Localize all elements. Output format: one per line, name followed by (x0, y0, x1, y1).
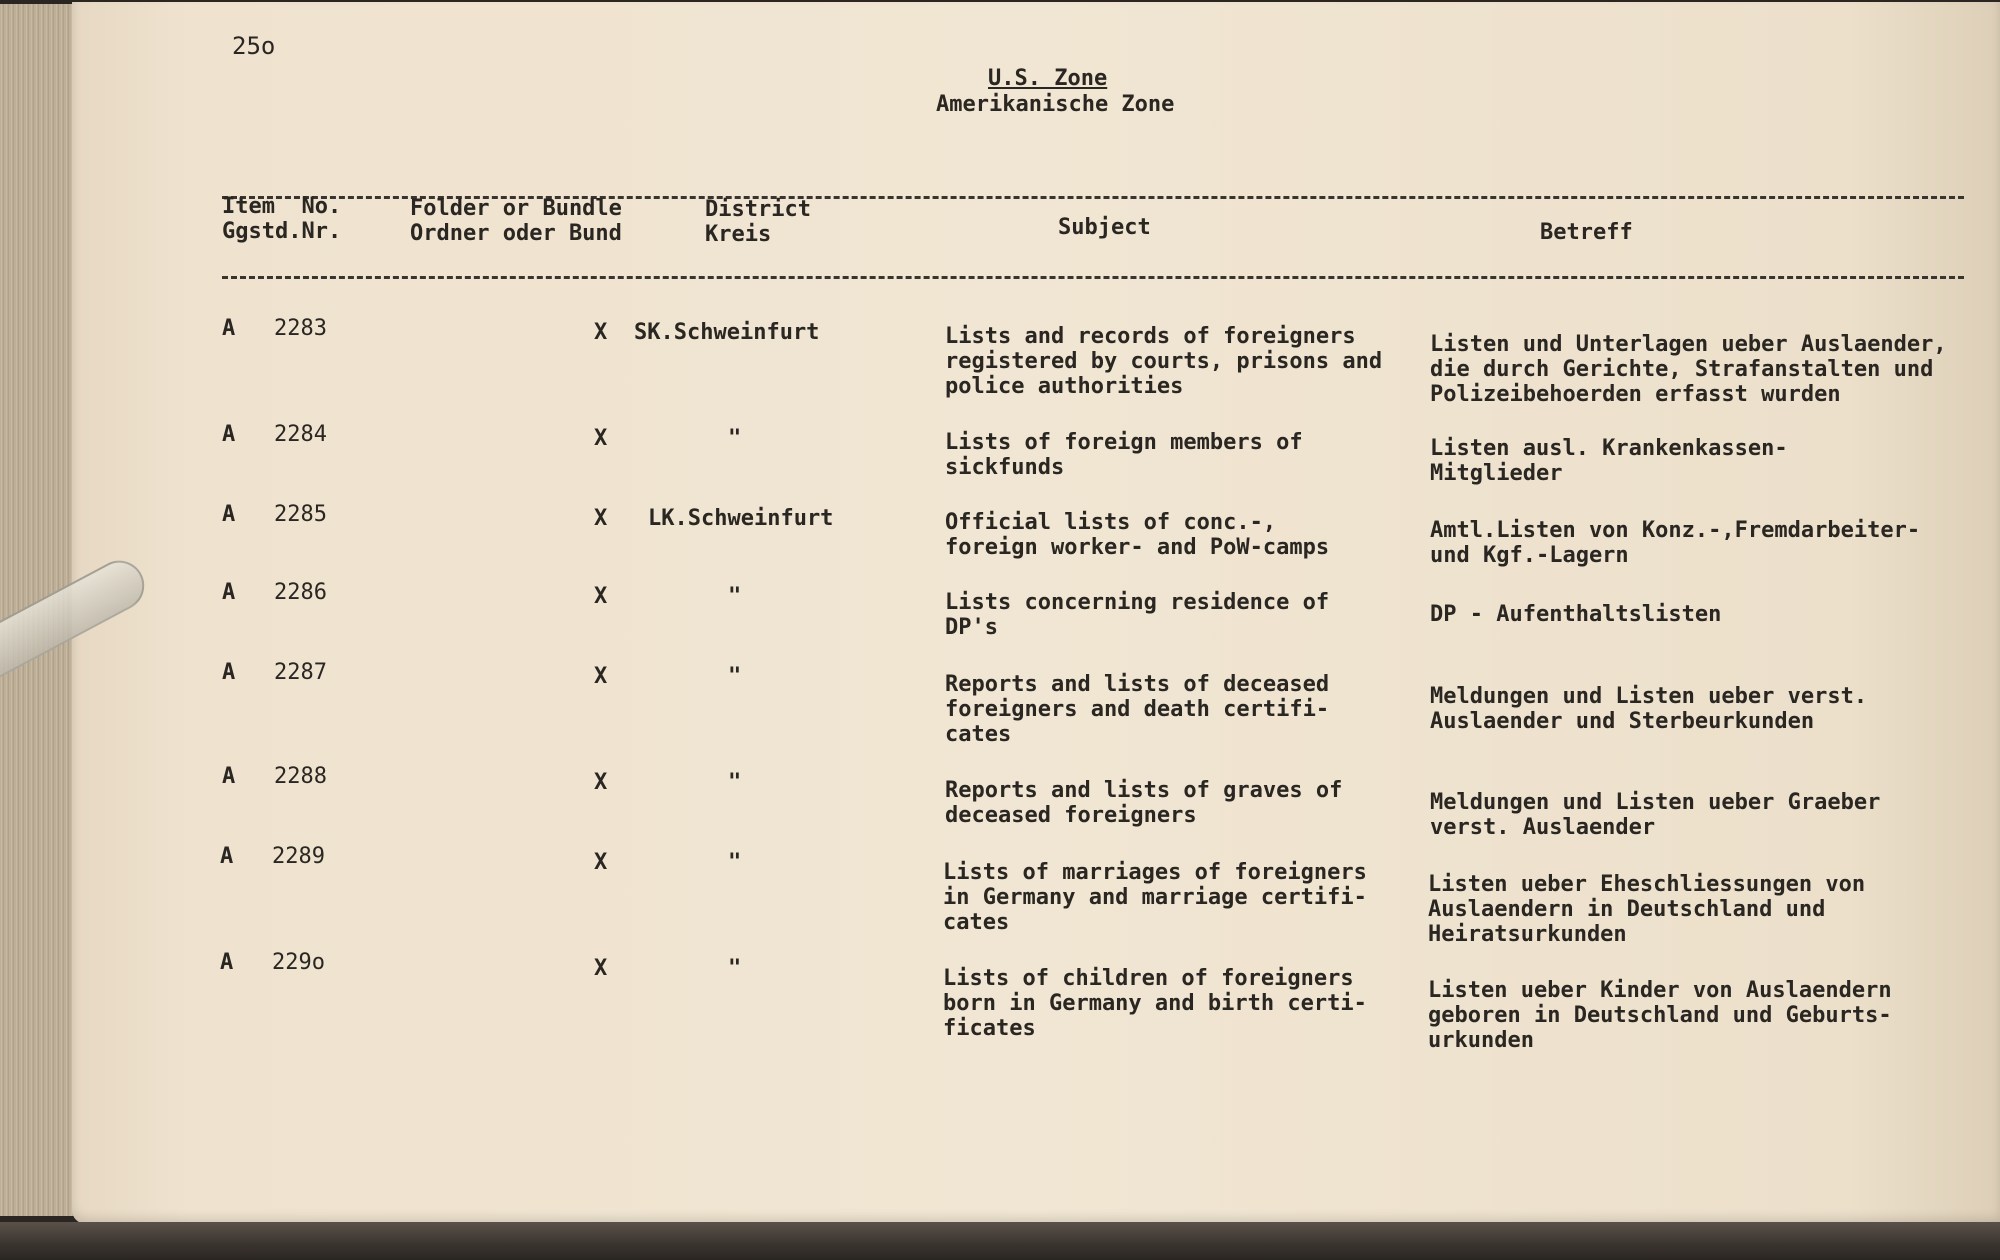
subject: Lists of marriages of foreigners in Germany and marriage certifi- cates (943, 860, 1367, 935)
item-letter: A (220, 844, 234, 869)
page-number: 25o (232, 32, 276, 60)
folder-mark: X (594, 584, 608, 609)
subject: Lists concerning residence of DP's (945, 590, 1330, 640)
betreff: Meldungen und Listen ueber Graeber verst. Auslaender (1430, 790, 1881, 840)
item-number: 2285 (274, 502, 327, 527)
folder-mark: X (594, 506, 608, 531)
betreff: Listen ausl. Krankenkassen- Mitglieder (1430, 436, 1788, 486)
betreff: Listen ueber Kinder von Auslaendern geboren in Deutschland und Geburts- urkunden (1428, 978, 1892, 1053)
zone-title-de: Amerikanische Zone (936, 92, 1175, 117)
header-folder: Folder or Bundle Ordner oder Bund (410, 196, 622, 246)
item-letter: A (220, 950, 234, 975)
district: " (728, 770, 742, 795)
item-letter: A (222, 502, 236, 527)
district: " (728, 956, 742, 981)
header-rule-bottom (222, 276, 1964, 279)
betreff: Amtl.Listen von Konz.-,Fremdarbeiter- und Kgf.-Lagern (1430, 518, 1921, 568)
subject: Lists and records of foreigners registered by courts, prisons and police authorities (945, 324, 1383, 399)
scanner-background (0, 1222, 2000, 1260)
header-betreff: Betreff (1540, 220, 1633, 245)
item-number: 2289 (272, 844, 325, 869)
item-number: 2286 (274, 580, 327, 605)
header-district: District Kreis (705, 197, 811, 247)
folder-mark: X (594, 956, 608, 981)
folder-mark: X (594, 664, 608, 689)
betreff: Listen ueber Eheschliessungen von Auslaendern in Deutschland und Heiratsurkunden (1428, 872, 1866, 947)
folder-mark: X (594, 770, 608, 795)
subject: Lists of children of foreigners born in Germany and birth certi- ficates (943, 966, 1367, 1041)
betreff: DP - Aufenthaltslisten (1430, 602, 1722, 627)
subject: Official lists of conc.-, foreign worker- and PoW-camps (945, 510, 1330, 560)
header-subject: Subject (1058, 215, 1151, 240)
district: " (728, 850, 742, 875)
district: " (728, 664, 742, 689)
district: " (728, 584, 742, 609)
zone-title-en: U.S. Zone (988, 66, 1108, 91)
district: " (728, 426, 742, 451)
item-number: 2283 (274, 316, 327, 341)
subject: Reports and lists of deceased foreigners and death certifi- cates (945, 672, 1330, 747)
item-letter: A (222, 660, 236, 685)
item-letter: A (222, 422, 236, 447)
item-letter: A (222, 580, 236, 605)
folder-mark: X (594, 426, 608, 451)
header-item: Item No. Ggstd.Nr. (222, 194, 342, 244)
item-letter: A (222, 764, 236, 789)
district: LK.Schweinfurt (648, 506, 834, 531)
subject: Lists of foreign members of sickfunds (945, 430, 1303, 480)
item-number: 2284 (274, 422, 327, 447)
item-number: 2287 (274, 660, 327, 685)
betreff: Listen und Unterlagen ueber Auslaender, die durch Gerichte, Strafanstalten und Polizeibehoerden erfasst wurden (1430, 332, 1947, 407)
betreff: Meldungen und Listen ueber verst. Auslaender und Sterbeurkunden (1430, 684, 1868, 734)
folder-mark: X (594, 850, 608, 875)
subject: Reports and lists of graves of deceased foreigners (945, 778, 1343, 828)
district: SK.Schweinfurt (634, 320, 820, 345)
folder-mark: X (594, 320, 608, 345)
item-number: 229o (272, 950, 325, 975)
item-letter: A (222, 316, 236, 341)
item-number: 2288 (274, 764, 327, 789)
